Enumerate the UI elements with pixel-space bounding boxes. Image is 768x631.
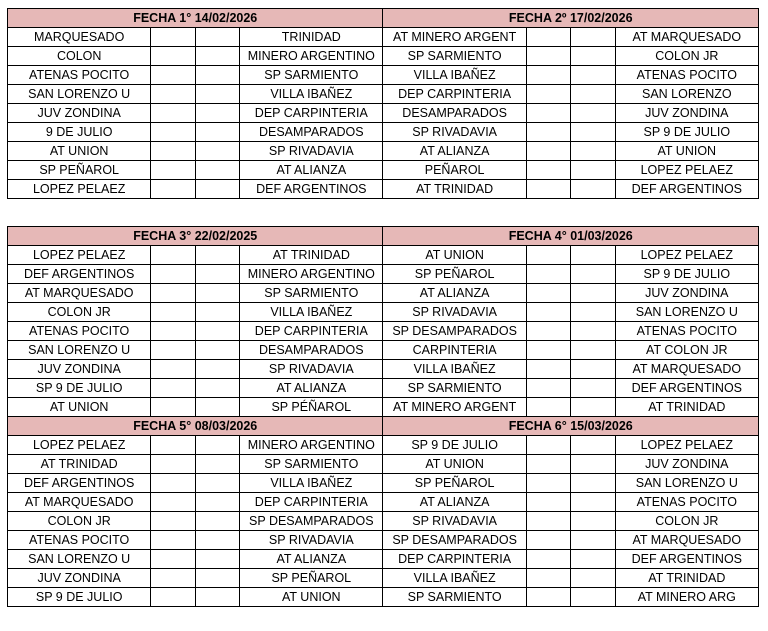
away-team: COLON JR [615, 47, 758, 66]
home-score-cell [151, 436, 195, 455]
fixture-table-block-2 [7, 226, 759, 607]
home-score-cell [151, 512, 195, 531]
home-score-cell [526, 550, 570, 569]
away-team: AT ALIANZA [240, 550, 383, 569]
away-score-cell [571, 142, 615, 161]
away-score-cell [195, 322, 239, 341]
home-team: DESAMPARADOS [383, 104, 526, 123]
away-score-cell [195, 531, 239, 550]
away-score-cell [571, 341, 615, 360]
home-score-cell [526, 493, 570, 512]
away-team: SP DESAMPARADOS [240, 512, 383, 531]
away-score-cell [571, 85, 615, 104]
match-row [8, 85, 759, 104]
home-score-cell [526, 303, 570, 322]
home-score-cell [151, 341, 195, 360]
away-score-cell [571, 265, 615, 284]
home-team: SP DESAMPARADOS [383, 322, 526, 341]
home-team: AT UNION [383, 246, 526, 265]
match-row [8, 379, 759, 398]
match-row [8, 512, 759, 531]
away-team: MINERO ARGENTINO [240, 265, 383, 284]
home-team: SP RIVADAVIA [383, 123, 526, 142]
home-team: SP 9 DE JULIO [8, 588, 151, 607]
away-score-cell [195, 85, 239, 104]
away-team: SP 9 DE JULIO [615, 123, 758, 142]
home-team: PEÑAROL [383, 161, 526, 180]
home-score-cell [526, 341, 570, 360]
home-score-cell [151, 493, 195, 512]
home-team: SP SARMIENTO [383, 47, 526, 66]
home-team: LOPEZ PELAEZ [8, 180, 151, 199]
away-score-cell [571, 303, 615, 322]
match-row [8, 104, 759, 123]
away-team: VILLA IBAÑEZ [240, 85, 383, 104]
match-row [8, 123, 759, 142]
away-team: SP RIVADAVIA [240, 531, 383, 550]
away-team: MINERO ARGENTINO [240, 47, 383, 66]
away-team: AT UNION [240, 588, 383, 607]
home-score-cell [526, 531, 570, 550]
away-score-cell [571, 246, 615, 265]
away-team: SAN LORENZO [615, 85, 758, 104]
away-team: JUV ZONDINA [615, 104, 758, 123]
home-team: VILLA IBAÑEZ [383, 569, 526, 588]
away-team: DESAMPARADOS [240, 341, 383, 360]
away-team: SP SARMIENTO [240, 284, 383, 303]
home-team: CARPINTERIA [383, 341, 526, 360]
match-row [8, 569, 759, 588]
home-score-cell [151, 161, 195, 180]
home-team: SP RIVADAVIA [383, 512, 526, 531]
match-row [8, 284, 759, 303]
away-score-cell [571, 512, 615, 531]
home-score-cell [151, 531, 195, 550]
away-score-cell [571, 322, 615, 341]
home-team: SAN LORENZO U [8, 550, 151, 569]
away-team: JUV ZONDINA [615, 455, 758, 474]
away-team: AT MINERO ARG [615, 588, 758, 607]
home-team: SP PEÑAROL [8, 161, 151, 180]
away-score-cell [195, 379, 239, 398]
home-score-cell [526, 322, 570, 341]
away-score-cell [571, 123, 615, 142]
round-title: FECHA 2º 17/02/2026 [383, 9, 759, 28]
away-score-cell [571, 47, 615, 66]
home-score-cell [151, 550, 195, 569]
away-team: AT COLON JR [615, 341, 758, 360]
match-row [8, 66, 759, 85]
away-score-cell [195, 474, 239, 493]
round-title: FECHA 3° 22/02/2025 [8, 227, 383, 246]
away-score-cell [195, 493, 239, 512]
away-score-cell [195, 284, 239, 303]
home-score-cell [151, 398, 195, 417]
match-row [8, 341, 759, 360]
away-score-cell [195, 398, 239, 417]
away-team: LOPEZ PELAEZ [615, 246, 758, 265]
home-score-cell [151, 455, 195, 474]
away-score-cell [195, 588, 239, 607]
home-score-cell [151, 85, 195, 104]
away-score-cell [195, 66, 239, 85]
away-score-cell [571, 161, 615, 180]
away-score-cell [571, 588, 615, 607]
away-team: SAN LORENZO U [615, 303, 758, 322]
home-score-cell [526, 66, 570, 85]
home-team: AT MARQUESADO [8, 284, 151, 303]
home-score-cell [526, 569, 570, 588]
match-row [8, 246, 759, 265]
away-score-cell [571, 104, 615, 123]
home-team: SP RIVADAVIA [383, 303, 526, 322]
home-team: DEP CARPINTERIA [383, 85, 526, 104]
home-team: AT UNION [383, 455, 526, 474]
away-team: JUV ZONDINA [615, 284, 758, 303]
away-team: VILLA IBAÑEZ [240, 474, 383, 493]
home-score-cell [151, 246, 195, 265]
away-team: DEF ARGENTINOS [240, 180, 383, 199]
home-team: AT UNION [8, 398, 151, 417]
home-team: COLON JR [8, 512, 151, 531]
away-score-cell [195, 104, 239, 123]
home-score-cell [526, 161, 570, 180]
away-score-cell [195, 569, 239, 588]
away-team: DESAMPARADOS [240, 123, 383, 142]
away-score-cell [571, 455, 615, 474]
away-score-cell [195, 246, 239, 265]
home-team: COLON [8, 47, 151, 66]
home-score-cell [526, 180, 570, 199]
away-score-cell [571, 379, 615, 398]
away-score-cell [195, 455, 239, 474]
away-team: DEP CARPINTERIA [240, 493, 383, 512]
home-score-cell [526, 588, 570, 607]
home-team: ATENAS POCITO [8, 66, 151, 85]
away-score-cell [571, 493, 615, 512]
home-team: SP DESAMPARADOS [383, 531, 526, 550]
home-score-cell [526, 265, 570, 284]
home-score-cell [526, 436, 570, 455]
home-team: SP 9 DE JULIO [8, 379, 151, 398]
home-team: AT TRINIDAD [383, 180, 526, 199]
home-team: ATENAS POCITO [8, 322, 151, 341]
home-score-cell [526, 360, 570, 379]
away-team: AT ALIANZA [240, 161, 383, 180]
home-score-cell [526, 85, 570, 104]
away-team: SP RIVADAVIA [240, 360, 383, 379]
round-header-row [8, 417, 759, 436]
home-team: AT TRINIDAD [8, 455, 151, 474]
home-score-cell [151, 588, 195, 607]
away-score-cell [195, 161, 239, 180]
away-team: DEP CARPINTERIA [240, 322, 383, 341]
home-team: AT UNION [8, 142, 151, 161]
match-row [8, 436, 759, 455]
home-score-cell [526, 512, 570, 531]
match-row [8, 161, 759, 180]
match-row [8, 303, 759, 322]
away-team: AT TRINIDAD [615, 398, 758, 417]
home-score-cell [151, 142, 195, 161]
away-team: AT MARQUESADO [615, 28, 758, 47]
round-header-row [8, 9, 759, 28]
match-row [8, 531, 759, 550]
away-score-cell [195, 180, 239, 199]
home-team: ATENAS POCITO [8, 531, 151, 550]
home-score-cell [526, 284, 570, 303]
away-team: VILLA IBAÑEZ [240, 303, 383, 322]
away-score-cell [195, 360, 239, 379]
away-team: ATENAS POCITO [615, 322, 758, 341]
away-score-cell [571, 398, 615, 417]
away-team: DEF ARGENTINOS [615, 180, 758, 199]
match-row [8, 474, 759, 493]
away-score-cell [571, 284, 615, 303]
away-score-cell [195, 341, 239, 360]
away-score-cell [195, 303, 239, 322]
away-team: COLON JR [615, 512, 758, 531]
home-score-cell [151, 303, 195, 322]
home-team: VILLA IBAÑEZ [383, 360, 526, 379]
away-score-cell [571, 569, 615, 588]
home-score-cell [526, 123, 570, 142]
home-team: AT MARQUESADO [8, 493, 151, 512]
home-team: SP SARMIENTO [383, 588, 526, 607]
home-score-cell [526, 455, 570, 474]
match-row [8, 47, 759, 66]
match-row [8, 550, 759, 569]
home-team: MARQUESADO [8, 28, 151, 47]
home-team: AT MINERO ARGENT [383, 28, 526, 47]
home-score-cell [151, 284, 195, 303]
home-score-cell [151, 66, 195, 85]
match-row [8, 493, 759, 512]
home-team: JUV ZONDINA [8, 104, 151, 123]
away-team: DEF ARGENTINOS [615, 550, 758, 569]
home-score-cell [151, 360, 195, 379]
away-team: SP PEÑAROL [240, 569, 383, 588]
home-score-cell [526, 28, 570, 47]
home-team: LOPEZ PELAEZ [8, 246, 151, 265]
home-team: DEF ARGENTINOS [8, 265, 151, 284]
home-team: SP 9 DE JULIO [383, 436, 526, 455]
round-title: FECHA 5° 08/03/2026 [8, 417, 383, 436]
away-team: AT TRINIDAD [240, 246, 383, 265]
away-score-cell [571, 360, 615, 379]
away-team: DEP CARPINTERIA [240, 104, 383, 123]
away-team: AT UNION [615, 142, 758, 161]
home-team: JUV ZONDINA [8, 569, 151, 588]
match-row [8, 180, 759, 199]
away-team: DEF ARGENTINOS [615, 379, 758, 398]
away-score-cell [571, 436, 615, 455]
home-team: JUV ZONDINA [8, 360, 151, 379]
home-score-cell [151, 104, 195, 123]
home-team: SAN LORENZO U [8, 341, 151, 360]
away-score-cell [571, 66, 615, 85]
match-row [8, 398, 759, 417]
home-score-cell [526, 474, 570, 493]
match-row [8, 28, 759, 47]
away-score-cell [195, 512, 239, 531]
away-team: AT MARQUESADO [615, 360, 758, 379]
round-title: FECHA 1° 14/02/2026 [8, 9, 383, 28]
away-score-cell [195, 47, 239, 66]
fixture-table-block-1 [7, 8, 759, 199]
home-team: COLON JR [8, 303, 151, 322]
away-team: SP RIVADAVIA [240, 142, 383, 161]
match-row [8, 142, 759, 161]
away-team: LOPEZ PELAEZ [615, 436, 758, 455]
away-score-cell [571, 550, 615, 569]
away-team: SP SARMIENTO [240, 455, 383, 474]
home-team: AT ALIANZA [383, 284, 526, 303]
away-team: SP SARMIENTO [240, 66, 383, 85]
away-team: MINERO ARGENTINO [240, 436, 383, 455]
home-team: SAN LORENZO U [8, 85, 151, 104]
home-score-cell [151, 322, 195, 341]
home-score-cell [151, 180, 195, 199]
away-team: AT ALIANZA [240, 379, 383, 398]
home-score-cell [151, 265, 195, 284]
home-score-cell [526, 142, 570, 161]
away-team: LOPEZ PELAEZ [615, 161, 758, 180]
round-header-row [8, 227, 759, 246]
home-score-cell [151, 569, 195, 588]
home-team: 9 DE JULIO [8, 123, 151, 142]
away-team: TRINIDAD [240, 28, 383, 47]
home-score-cell [151, 28, 195, 47]
home-team: SP SARMIENTO [383, 379, 526, 398]
home-team: AT MINERO ARGENT [383, 398, 526, 417]
home-score-cell [526, 398, 570, 417]
home-team: SP PEÑAROL [383, 265, 526, 284]
match-row [8, 265, 759, 284]
match-row [8, 360, 759, 379]
away-score-cell [195, 265, 239, 284]
away-score-cell [195, 142, 239, 161]
away-score-cell [195, 28, 239, 47]
away-team: ATENAS POCITO [615, 493, 758, 512]
away-score-cell [571, 531, 615, 550]
home-score-cell [151, 474, 195, 493]
home-score-cell [151, 123, 195, 142]
home-score-cell [526, 104, 570, 123]
home-team: DEP CARPINTERIA [383, 550, 526, 569]
home-team: AT ALIANZA [383, 493, 526, 512]
home-score-cell [526, 379, 570, 398]
away-team: ATENAS POCITO [615, 66, 758, 85]
home-team: LOPEZ PELAEZ [8, 436, 151, 455]
match-row [8, 588, 759, 607]
round-title: FECHA 4° 01/03/2026 [383, 227, 759, 246]
home-team: AT ALIANZA [383, 142, 526, 161]
home-score-cell [526, 246, 570, 265]
away-score-cell [571, 180, 615, 199]
away-team: SAN LORENZO U [615, 474, 758, 493]
away-score-cell [195, 550, 239, 569]
home-team: DEF ARGENTINOS [8, 474, 151, 493]
home-score-cell [151, 47, 195, 66]
away-score-cell [571, 28, 615, 47]
away-team: AT MARQUESADO [615, 531, 758, 550]
home-team: VILLA IBAÑEZ [383, 66, 526, 85]
home-score-cell [526, 47, 570, 66]
away-team: SP PÉÑAROL [240, 398, 383, 417]
away-score-cell [571, 474, 615, 493]
away-score-cell [195, 123, 239, 142]
away-score-cell [195, 436, 239, 455]
round-title: FECHA 6° 15/03/2026 [383, 417, 759, 436]
match-row [8, 322, 759, 341]
home-team: SP PEÑAROL [383, 474, 526, 493]
home-score-cell [151, 379, 195, 398]
away-team: AT TRINIDAD [615, 569, 758, 588]
away-team: SP 9 DE JULIO [615, 265, 758, 284]
match-row [8, 455, 759, 474]
